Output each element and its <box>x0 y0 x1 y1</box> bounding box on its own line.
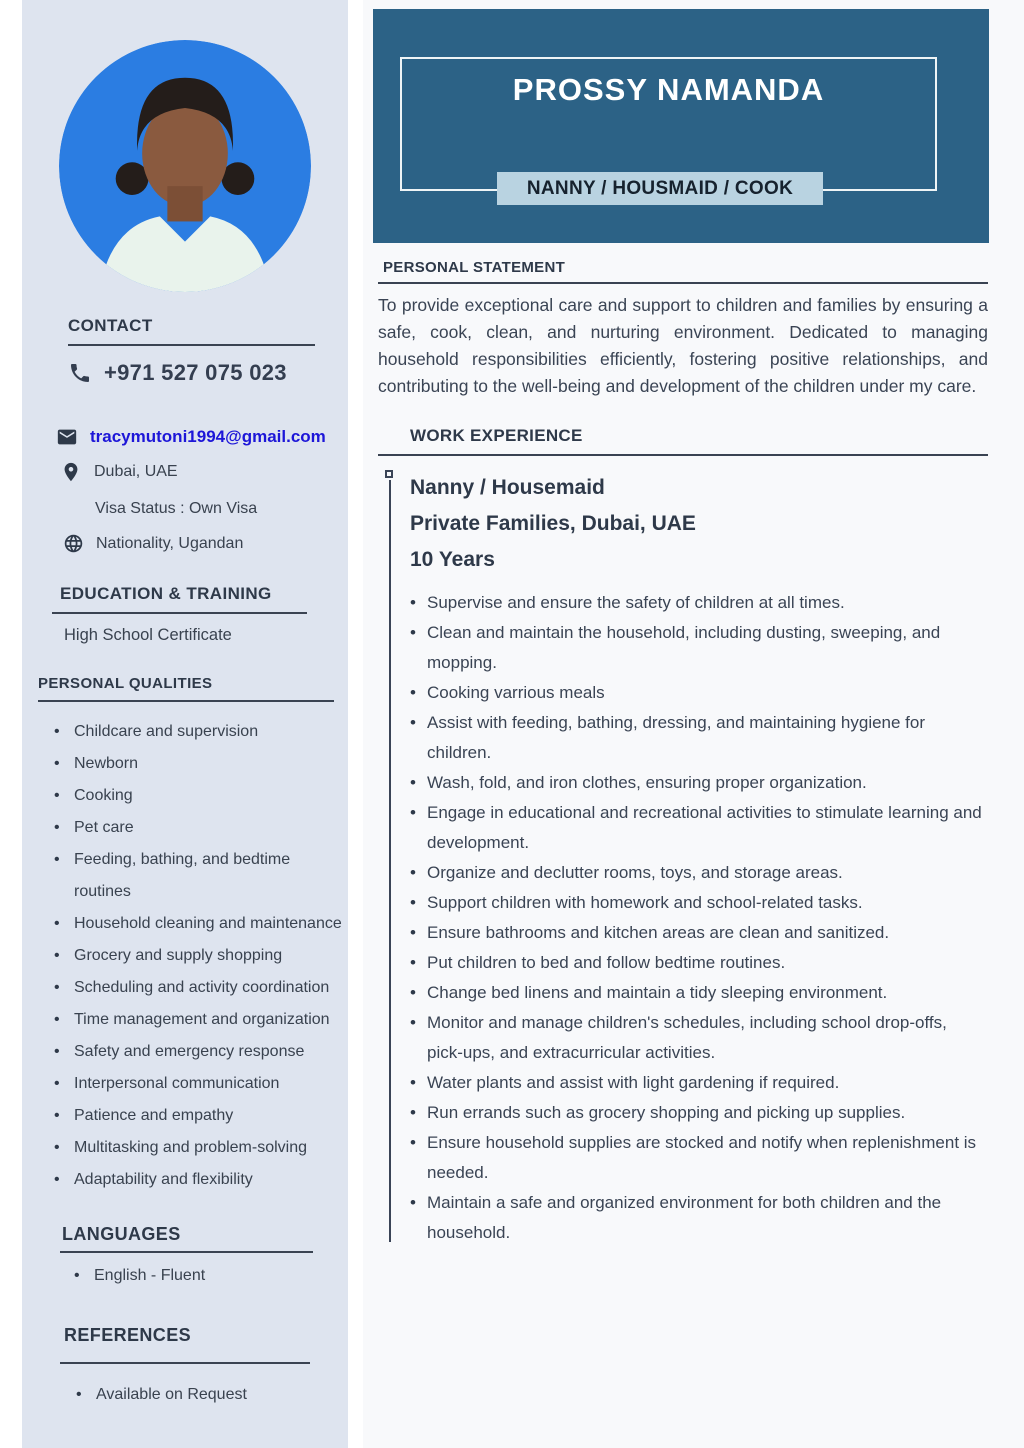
job-title: Nanny / Housemaid <box>410 476 605 499</box>
duty-item: • Supervise and ensure the safety of children at all times. <box>410 588 984 618</box>
duty-item: • Water plants and assist with light gardening if required. <box>410 1068 984 1098</box>
quality-item: • Pet care <box>52 812 348 844</box>
duty-item: • Engage in educational and recreational activities to stimulate learning and development. <box>410 798 984 858</box>
visa-status: Visa Status : Own Visa <box>95 500 258 517</box>
duty-item: • Change bed linens and maintain a tidy sleeping environment. <box>410 978 984 1008</box>
duty-item: • Maintain a safe and organized environment for both children and the household. <box>410 1188 984 1248</box>
quality-item: • Household cleaning and maintenance <box>52 908 348 940</box>
languages-list <box>74 1261 348 1291</box>
languages-section <box>62 1224 348 1291</box>
main-column <box>363 0 1024 1448</box>
education-section <box>60 584 348 645</box>
quality-item: • Childcare and supervision <box>52 716 348 748</box>
reference-item: • Available on Request <box>76 1380 348 1410</box>
personal-qualities-list <box>52 716 348 1196</box>
personal-statement-text: To provide exceptional care and support to children and families by ensuring a safe, cook, clean, and nurturing environment. Dedicated to managing household responsibilities efficiently, fostering positive relationships, and contributing to the well-being and development of the children under my care. <box>378 295 988 396</box>
quality-item: • Grocery and supply shopping <box>52 940 348 972</box>
phone-icon <box>68 361 92 385</box>
location-pin-icon <box>60 460 82 484</box>
role-badge: NANNY / HOUSMAID / COOK <box>497 172 823 205</box>
contact-divider <box>68 344 315 346</box>
education-divider <box>52 612 307 614</box>
globe-icon <box>63 533 84 554</box>
personal-qualities-heading: PERSONAL QUALITIES <box>38 675 213 692</box>
location-text: Dubai, UAE <box>94 463 178 480</box>
nationality-text: Nationality, Ugandan <box>96 534 244 552</box>
work-experience-heading: WORK EXPERIENCE <box>410 426 583 445</box>
nationality-row <box>63 533 348 554</box>
personal-qualities-section <box>38 675 348 1196</box>
job-duration: 10 Years <box>410 548 495 571</box>
quality-item: • Safety and emergency response <box>52 1036 348 1068</box>
duty-item: • Clean and maintain the household, including dusting, sweeping, and mopping. <box>410 618 984 678</box>
work-experience-entry <box>378 470 984 1248</box>
header-banner <box>373 9 989 243</box>
quality-item: • Adaptability and flexibility <box>52 1164 348 1196</box>
duty-item: • Wash, fold, and iron clothes, ensuring proper organization. <box>410 768 984 798</box>
mail-icon <box>56 426 78 448</box>
candidate-name: PROSSY NAMANDA <box>512 72 825 107</box>
phone-row <box>68 360 348 386</box>
references-section <box>64 1325 348 1410</box>
work-experience-headblock <box>378 426 988 456</box>
quality-item: • Scheduling and activity coordination <box>52 972 348 1004</box>
profile-photo <box>59 40 311 292</box>
contact-heading: CONTACT <box>68 316 153 335</box>
education-item: High School Certificate <box>64 626 232 644</box>
education-heading: EDUCATION & TRAINING <box>60 584 272 603</box>
language-item: • English - Fluent <box>74 1261 348 1291</box>
timeline-line <box>389 480 391 1242</box>
references-heading: REFERENCES <box>64 1325 192 1345</box>
duties-list <box>410 588 984 1248</box>
duty-item: • Assist with feeding, bathing, dressing, and maintaining hygiene for children. <box>410 708 984 768</box>
duty-item: • Cooking varrious meals <box>410 678 984 708</box>
quality-item: • Cooking <box>52 780 348 812</box>
duty-item: • Organize and declutter rooms, toys, and storage areas. <box>410 858 984 888</box>
duty-item: • Support children with homework and school-related tasks. <box>410 888 984 918</box>
personal-statement-heading: PERSONAL STATEMENT <box>378 259 988 284</box>
quality-item: • Multitasking and problem-solving <box>52 1132 348 1164</box>
languages-divider <box>60 1251 313 1253</box>
duty-item: • Put children to bed and follow bedtime routines. <box>410 948 984 978</box>
quality-item: • Patience and empathy <box>52 1100 348 1132</box>
quality-item: • Feeding, bathing, and bedtime routines <box>52 844 348 908</box>
sidebar <box>22 0 348 1448</box>
duty-item: • Ensure bathrooms and kitchen areas are clean and sanitized. <box>410 918 984 948</box>
duty-item: • Ensure household supplies are stocked and notify when replenishment is needed. <box>410 1128 984 1188</box>
quality-item: • Interpersonal communication <box>52 1068 348 1100</box>
quality-item: • Time management and organization <box>52 1004 348 1036</box>
duty-item: • Monitor and manage children's schedules, including school drop-offs, pick-ups, and extracurricular activities. <box>410 1008 984 1068</box>
quality-item: • Newborn <box>52 748 348 780</box>
location-row <box>60 460 348 484</box>
personal-qualities-divider <box>38 700 334 702</box>
duty-item: • Run errands such as grocery shopping and picking up supplies. <box>410 1098 984 1128</box>
references-divider <box>60 1362 310 1364</box>
languages-heading: LANGUAGES <box>62 1224 181 1244</box>
email-row <box>56 426 348 448</box>
references-list <box>76 1380 348 1410</box>
job-employer: Private Families, Dubai, UAE <box>410 512 696 535</box>
timeline-marker-icon <box>385 470 393 478</box>
email-link[interactable]: tracymutoni1994@gmail.com <box>90 427 326 446</box>
personal-statement-section <box>378 259 988 400</box>
profile-photo-illustration <box>59 40 311 292</box>
phone-number: +971 527 075 023 <box>104 360 287 385</box>
contact-section <box>68 316 348 554</box>
